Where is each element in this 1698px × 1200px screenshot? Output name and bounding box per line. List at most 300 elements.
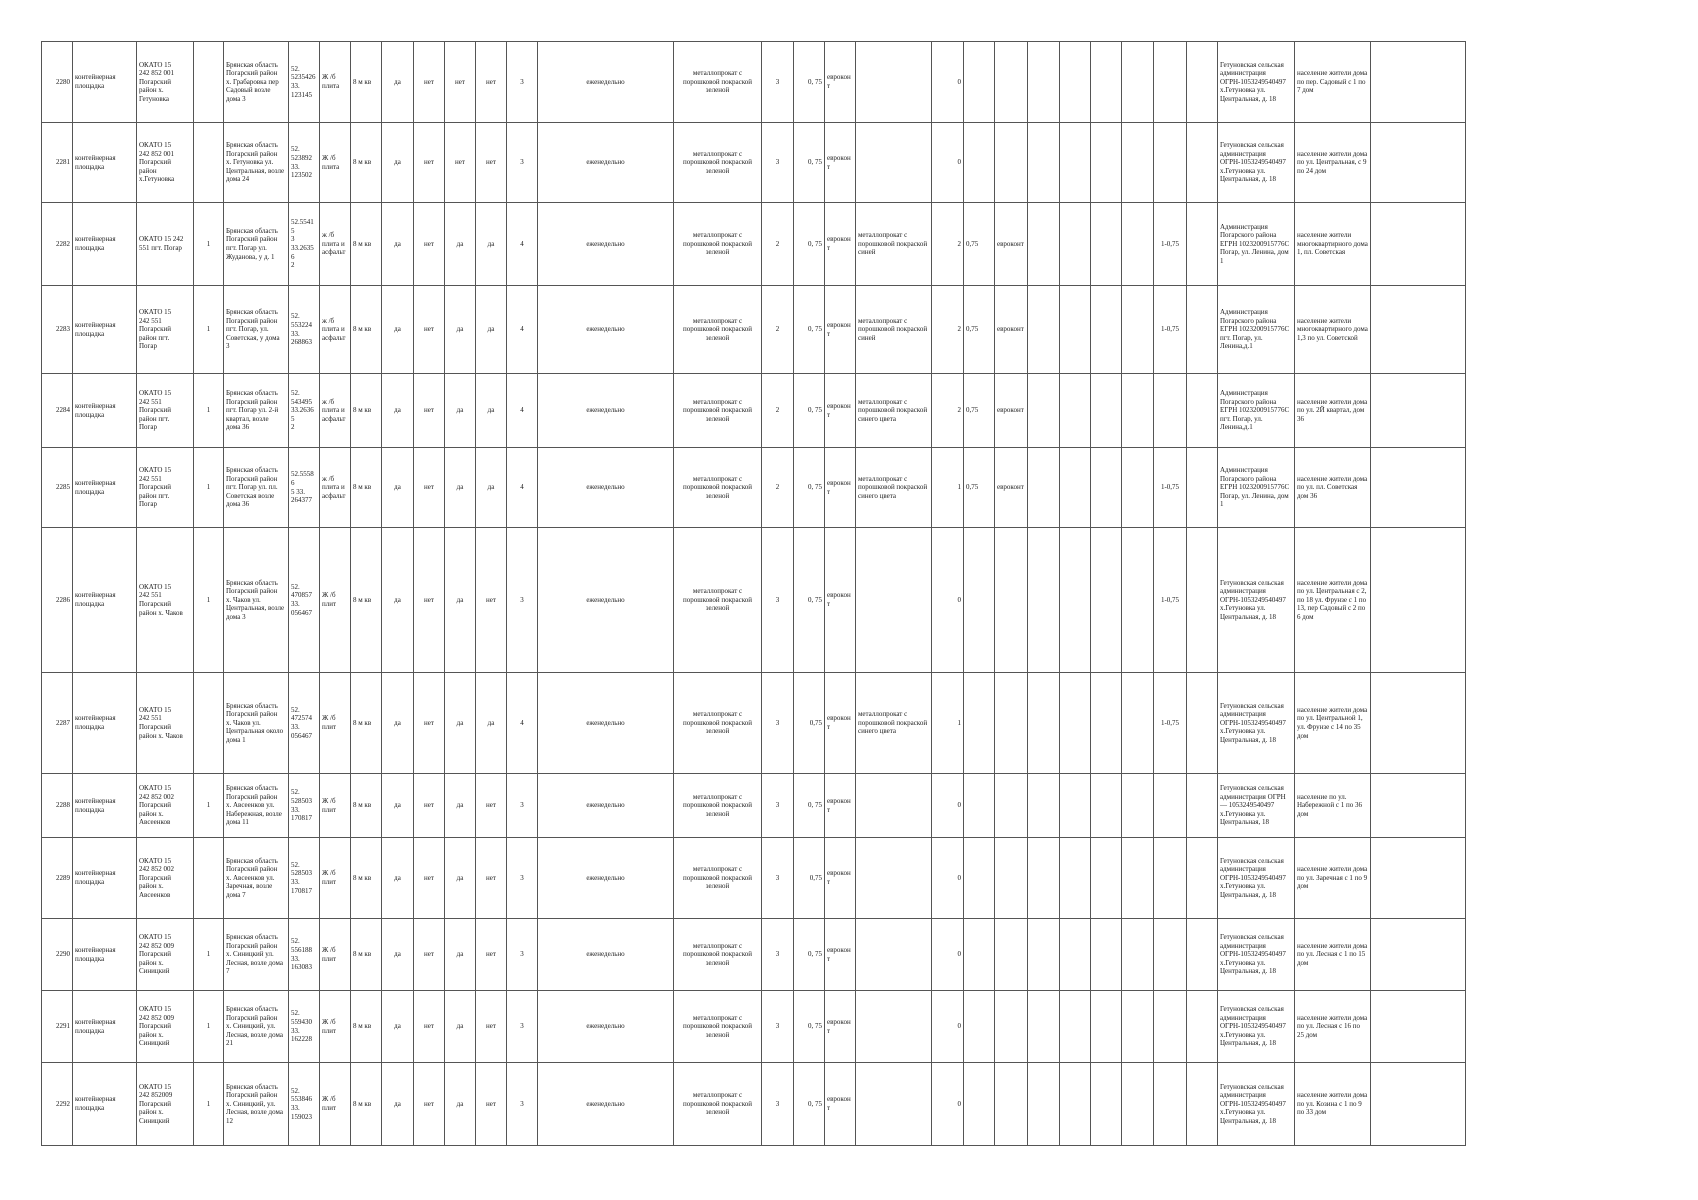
volume-range [1154,919,1187,991]
owner: Гетуновская сельская администрация ОГРН-1053249540497 х.Гетуновка ул. Центральная, д. 18 [1218,838,1295,919]
container-volume-2 [964,123,995,203]
row-number: 2287 [42,673,73,774]
container-volume-2 [964,838,995,919]
flag-2: нет [414,528,445,673]
extra-3 [1091,528,1122,673]
flag-1: да [382,528,414,673]
container-count: 3 [507,919,538,991]
empty-cell [1371,42,1466,123]
area: 8 м кв [351,838,382,919]
container-type-2 [995,528,1028,673]
empty-cell [1371,374,1466,448]
extra-1 [1028,838,1060,919]
empty-cell [1371,203,1466,286]
okato-code: ОКАТО 15 242 551 Погарский район пгт. Погар [137,448,194,528]
volume-range: 1-0,75 [1154,203,1187,286]
empty-cell [1122,123,1154,203]
extra-3 [1091,123,1122,203]
collection-frequency: еженедельно [538,838,674,919]
flag-1: да [382,42,414,123]
owner: Администрация Погарского района ЕГРН 1023200915776С Погар, ул. Ленина, дом 1 [1218,448,1295,528]
address: Брянская область Погарский район х. Грабаровка пер Садовый возле дома 3 [224,42,289,123]
extra-1 [1028,123,1060,203]
okato-code: ОКАТО 15 242 852 009 Погарский район х. Синицкий [137,919,194,991]
coordinates: 52. 470857 33. 056467 [289,528,320,673]
coordinates: 52. 472574 33. 056467 [289,673,320,774]
coordinates: 52. 553846 33. 159023 [289,1063,320,1146]
container-number: 3 [762,919,794,991]
flag-3: да [445,991,476,1063]
container-material-2 [856,991,932,1063]
column-flag: 1 [194,528,224,673]
address: Брянская область Погарский район пгт. Погар ул. Жуданова, у д. 1 [224,203,289,286]
site-type: контейнерная площадка [73,448,137,528]
container-material: металлопрокат с порошковой покраской зеленой [674,42,762,123]
extra-1 [1028,374,1060,448]
container-volume-2 [964,991,995,1063]
collection-frequency: еженедельно [538,286,674,374]
flag-1: да [382,673,414,774]
area: 8 м кв [351,448,382,528]
extra-3 [1091,991,1122,1063]
container-count: 3 [507,774,538,838]
container-number: 3 [762,528,794,673]
container-type: евроконт [825,838,856,919]
container-count: 4 [507,374,538,448]
table-row [42,528,1466,673]
empty-cell [1187,448,1218,528]
empty-cell [1371,286,1466,374]
okato-code: ОКАТО 15 242 551 Погарский район х. Чаков [137,528,194,673]
extra-1 [1028,286,1060,374]
container-number: 3 [762,673,794,774]
extra-2 [1060,919,1091,991]
table-row [42,203,1466,286]
container-material-2: металлопрокат с порошковой покраской синего цвета [856,374,932,448]
empty-cell [1371,774,1466,838]
container-material-2: металлопрокат с порошковой покраской синей [856,203,932,286]
container-count: 4 [507,673,538,774]
volume-range: 1-0,75 [1154,528,1187,673]
flag-2: нет [414,448,445,528]
container-volume-2: 0,75 [964,286,995,374]
waste-sources: население жители многоквартирного дома 1,3 по ул. Советской [1295,286,1371,374]
collection-frequency: еженедельно [538,673,674,774]
coordinates: 52. 556188 33. 163083 [289,919,320,991]
flag-4: да [476,203,507,286]
container-material: металлопрокат с порошковой покраской зеленой [674,528,762,673]
address: Брянская область Погарский район х. Синицкий ул. Лесная, возле дома 7 [224,919,289,991]
empty-cell [1122,774,1154,838]
collection-frequency: еженедельно [538,42,674,123]
collection-frequency: еженедельно [538,203,674,286]
container-material-2 [856,774,932,838]
waste-sources: население жители многоквартирного дома 1, пл. Советская [1295,203,1371,286]
empty-cell [1371,448,1466,528]
container-volume-2: 0,75 [964,374,995,448]
waste-sources: население жители дома по ул. пл. Советская дом 36 [1295,448,1371,528]
container-number-2: 1 [932,673,964,774]
flag-3: да [445,448,476,528]
collection-frequency: еженедельно [538,1063,674,1146]
container-volume: 0, 75 [794,203,825,286]
empty-cell [1371,1063,1466,1146]
extra-3 [1091,448,1122,528]
empty-cell [1122,838,1154,919]
flag-4: да [476,286,507,374]
flag-4: нет [476,774,507,838]
extra-2 [1060,374,1091,448]
container-count: 3 [507,123,538,203]
container-material: металлопрокат с порошковой покраской зеленой [674,203,762,286]
extra-1 [1028,1063,1060,1146]
flag-1: да [382,203,414,286]
area: 8 м кв [351,774,382,838]
extra-1 [1028,919,1060,991]
container-number-2: 2 [932,374,964,448]
container-count: 3 [507,991,538,1063]
container-number: 2 [762,203,794,286]
address: Брянская область Погарский район х. Чаков ул. Центральная, возле дома 3 [224,528,289,673]
column-flag [194,838,224,919]
flag-3: да [445,774,476,838]
collection-frequency: еженедельно [538,123,674,203]
area: 8 м кв [351,203,382,286]
container-volume-2 [964,774,995,838]
extra-2 [1060,838,1091,919]
collection-frequency: еженедельно [538,374,674,448]
table-row [42,1063,1466,1146]
container-volume: 0, 75 [794,448,825,528]
flag-4: да [476,374,507,448]
table-row [42,123,1466,203]
site-type: контейнерная площадка [73,123,137,203]
table-row [42,673,1466,774]
container-material-2 [856,528,932,673]
container-volume-2 [964,919,995,991]
column-flag [194,123,224,203]
coordinates: 52. 528503 33. 170817 [289,774,320,838]
address: Брянская область Погарский район х. Синицкий, ул. Лесная, возле дома 21 [224,991,289,1063]
table-row [42,374,1466,448]
container-type: евроконт [825,991,856,1063]
container-count: 3 [507,1063,538,1146]
column-flag: 1 [194,1063,224,1146]
address: Брянская область Погарский район пгт. Погар, ул. Советская, у дома 3 [224,286,289,374]
column-flag: 1 [194,919,224,991]
container-material: металлопрокат с порошковой покраской зеленой [674,991,762,1063]
container-volume: 0, 75 [794,1063,825,1146]
table-row [42,286,1466,374]
waste-sources: население жители дома по пер. Садовый с 1 по 7 дом [1295,42,1371,123]
container-number: 3 [762,123,794,203]
volume-range [1154,991,1187,1063]
container-type: евроконт [825,919,856,991]
container-number: 3 [762,838,794,919]
extra-2 [1060,673,1091,774]
container-volume-2: 0,75 [964,203,995,286]
flag-3: нет [445,42,476,123]
container-type-2: евроконт [995,286,1028,374]
flag-1: да [382,374,414,448]
area: 8 м кв [351,919,382,991]
surface-cover: Ж /б плита [320,42,351,123]
owner: Администрация Погарского района ЕГРН 1023200915776С Погар, ул. Ленина, дом 1 [1218,203,1295,286]
column-flag [194,673,224,774]
waste-sources: население жители дома по ул. Центральная с 2, по 18 ул. Фрунзе с 1 по 13, пер Садовый с 2 по 6 дом [1295,528,1371,673]
container-volume-2 [964,673,995,774]
flag-4: да [476,673,507,774]
container-number: 2 [762,448,794,528]
surface-cover: ж /б плита и асфальт [320,203,351,286]
container-type-2 [995,774,1028,838]
container-material-2 [856,42,932,123]
extra-1 [1028,42,1060,123]
area: 8 м кв [351,528,382,673]
container-type-2 [995,673,1028,774]
container-volume-2 [964,1063,995,1146]
flag-4: нет [476,838,507,919]
flag-2: нет [414,203,445,286]
extra-3 [1091,838,1122,919]
flag-4: нет [476,123,507,203]
column-flag: 1 [194,286,224,374]
flag-3: да [445,673,476,774]
address: Брянская область Погарский район пгт. Погар ул. пл. Советская возле дома 36 [224,448,289,528]
container-material-2 [856,1063,932,1146]
container-number-2: 0 [932,528,964,673]
container-type: евроконт [825,42,856,123]
volume-range [1154,374,1187,448]
container-volume-2: 0,75 [964,448,995,528]
okato-code: ОКАТО 15 242 551 Погарский район пгт. Погар [137,286,194,374]
container-material: металлопрокат с порошковой покраской зеленой [674,774,762,838]
container-type: евроконт [825,448,856,528]
row-number: 2284 [42,374,73,448]
extra-2 [1060,42,1091,123]
area: 8 м кв [351,286,382,374]
extra-3 [1091,374,1122,448]
surface-cover: Ж /б плит [320,528,351,673]
table-row [42,448,1466,528]
row-number: 2286 [42,528,73,673]
extra-1 [1028,991,1060,1063]
site-type: контейнерная площадка [73,374,137,448]
container-material-2: металлопрокат с порошковой покраской синего цвета [856,673,932,774]
waste-sources: население жители дома по ул. Центральная, с 9 по 24 дом [1295,123,1371,203]
flag-4: нет [476,1063,507,1146]
area: 8 м кв [351,673,382,774]
coordinates: 52. 5235426 33. 123145 [289,42,320,123]
row-number: 2281 [42,123,73,203]
container-volume-2 [964,42,995,123]
container-count: 3 [507,838,538,919]
empty-cell [1371,123,1466,203]
waste-sources: население жители дома по ул. Центральной 1, ул. Фрунзе с 14 по 35 дом [1295,673,1371,774]
table-row [42,991,1466,1063]
surface-cover: ж /б плита и асфальт [320,374,351,448]
empty-cell [1371,838,1466,919]
container-number-2: 0 [932,42,964,123]
container-volume: 0, 75 [794,919,825,991]
flag-2: нет [414,1063,445,1146]
empty-cell [1187,838,1218,919]
flag-1: да [382,774,414,838]
container-count: 4 [507,286,538,374]
site-type: контейнерная площадка [73,528,137,673]
okato-code: ОКАТО 15 242 852009 Погарский район х. Синицкий [137,1063,194,1146]
volume-range: 1-0,75 [1154,448,1187,528]
container-volume: 0, 75 [794,374,825,448]
address: Брянская область Погарский район х. Гетуновка ул. Центральная, возле дома 24 [224,123,289,203]
okato-code: ОКАТО 15 242 852 001 Погарский район х. Гетуновка [137,42,194,123]
collection-frequency: еженедельно [538,919,674,991]
waste-sources: население жители дома по ул. Козина с 1 по 9 по 33 дом [1295,1063,1371,1146]
extra-2 [1060,123,1091,203]
waste-sources: население жители дома по ул. 2Й квартал, дом 36 [1295,374,1371,448]
address: Брянская область Погарский район х. Авсеенков ул. Набережная, возле дома 11 [224,774,289,838]
empty-cell [1371,528,1466,673]
row-number: 2288 [42,774,73,838]
extra-3 [1091,1063,1122,1146]
okato-code: ОКАТО 15 242 852 001 Погарский район х.Гетуновка [137,123,194,203]
coordinates: 52. 523892 33. 123502 [289,123,320,203]
collection-frequency: еженедельно [538,448,674,528]
empty-cell [1371,991,1466,1063]
container-number: 3 [762,1063,794,1146]
extra-2 [1060,991,1091,1063]
container-material-2 [856,919,932,991]
container-type: евроконт [825,673,856,774]
container-number-2: 0 [932,774,964,838]
container-number: 3 [762,774,794,838]
flag-1: да [382,286,414,374]
container-type: евроконт [825,203,856,286]
flag-3: да [445,528,476,673]
empty-cell [1187,919,1218,991]
flag-2: нет [414,838,445,919]
address: Брянская область Погарский район х. Чаков ул. Центральная около дома 1 [224,673,289,774]
container-number: 3 [762,42,794,123]
okato-code: ОКАТО 15 242 551 Погарский район х. Чаков [137,673,194,774]
okato-code: ОКАТО 15 242 551 пгт. Погар [137,203,194,286]
empty-cell [1187,123,1218,203]
container-material: металлопрокат с порошковой покраской зеленой [674,673,762,774]
container-number-2: 0 [932,838,964,919]
site-type: контейнерная площадка [73,42,137,123]
flag-2: нет [414,286,445,374]
container-number-2: 2 [932,203,964,286]
extra-2 [1060,203,1091,286]
area: 8 м кв [351,374,382,448]
coordinates: 52.55415 3 33.26356 2 [289,203,320,286]
surface-cover: Ж /б плит [320,1063,351,1146]
volume-range [1154,774,1187,838]
container-number: 2 [762,286,794,374]
container-material: металлопрокат с порошковой покраской зеленой [674,448,762,528]
site-type: контейнерная площадка [73,1063,137,1146]
waste-sources: население жители дома по ул. Лесная с 1 по 15 дом [1295,919,1371,991]
flag-3: да [445,1063,476,1146]
container-type: евроконт [825,774,856,838]
column-flag: 1 [194,448,224,528]
flag-2: нет [414,919,445,991]
owner: Гетуновская сельская администрация ОГРН-1053249540497 х.Гетуновка ул. Центральная, д. 18 [1218,991,1295,1063]
empty-cell [1187,673,1218,774]
empty-cell [1122,42,1154,123]
area: 8 м кв [351,991,382,1063]
flag-3: да [445,203,476,286]
container-volume: 0, 75 [794,286,825,374]
waste-sources: население жители дома по ул. Заречная с 1 по 9 дом [1295,838,1371,919]
empty-cell [1187,774,1218,838]
flag-1: да [382,919,414,991]
owner: Администрация Погарского района ЕГРН 1023200915776С пгт. Погар, ул. Ленина,д.1 [1218,374,1295,448]
extra-3 [1091,919,1122,991]
site-type: контейнерная площадка [73,286,137,374]
container-number: 2 [762,374,794,448]
container-volume: 0,75 [794,838,825,919]
empty-cell [1187,42,1218,123]
address: Брянская область Погарский район х. Авсеенков ул. Заречная, возле дома 7 [224,838,289,919]
flag-1: да [382,1063,414,1146]
column-flag [194,42,224,123]
container-type-2 [995,991,1028,1063]
column-flag: 1 [194,991,224,1063]
container-volume: 0, 75 [794,774,825,838]
container-volume: 0, 75 [794,991,825,1063]
empty-cell [1122,203,1154,286]
address: Брянская область Погарский район х. Синицкий, ул. Лесная, возле дома 12 [224,1063,289,1146]
flag-3: да [445,286,476,374]
container-material: металлопрокат с порошковой покраской зеленой [674,919,762,991]
flag-4: нет [476,528,507,673]
empty-cell [1187,528,1218,673]
container-material: металлопрокат с порошковой покраской зеленой [674,1063,762,1146]
container-number: 3 [762,991,794,1063]
container-type-2 [995,919,1028,991]
surface-cover: ж /б плита и асфальт [320,448,351,528]
container-type-2: евроконт [995,203,1028,286]
flag-1: да [382,123,414,203]
owner: Гетуновская сельская администрация ОГРН — 1053249540497 х.Гетуновка ул. Центральная, 18 [1218,774,1295,838]
extra-1 [1028,528,1060,673]
container-type: евроконт [825,286,856,374]
container-type-2 [995,123,1028,203]
owner: Гетуновская сельская администрация ОГРН-1053249540497 х.Гетуновка ул. Центральная, д. 18 [1218,528,1295,673]
volume-range: 1-0,75 [1154,673,1187,774]
container-type-2: евроконт [995,374,1028,448]
container-type: евроконт [825,374,856,448]
empty-cell [1187,991,1218,1063]
row-number: 2285 [42,448,73,528]
okato-code: ОКАТО 15 242 551 Погарский район пгт. Погар [137,374,194,448]
owner: Администрация Погарского района ЕГРН 1023200915776С пгт. Погар, ул. Ленина,д.1 [1218,286,1295,374]
volume-range: 1-0,75 [1154,286,1187,374]
coordinates: 52.55586 5 33. 264377 [289,448,320,528]
extra-1 [1028,448,1060,528]
column-flag: 1 [194,774,224,838]
row-number: 2282 [42,203,73,286]
container-number-2: 2 [932,286,964,374]
okato-code: ОКАТО 15 242 852 002 Погарский район х. Авсеенков [137,838,194,919]
empty-cell [1371,919,1466,991]
extra-2 [1060,528,1091,673]
collection-frequency: еженедельно [538,991,674,1063]
container-count: 4 [507,448,538,528]
row-number: 2283 [42,286,73,374]
container-type: евроконт [825,1063,856,1146]
